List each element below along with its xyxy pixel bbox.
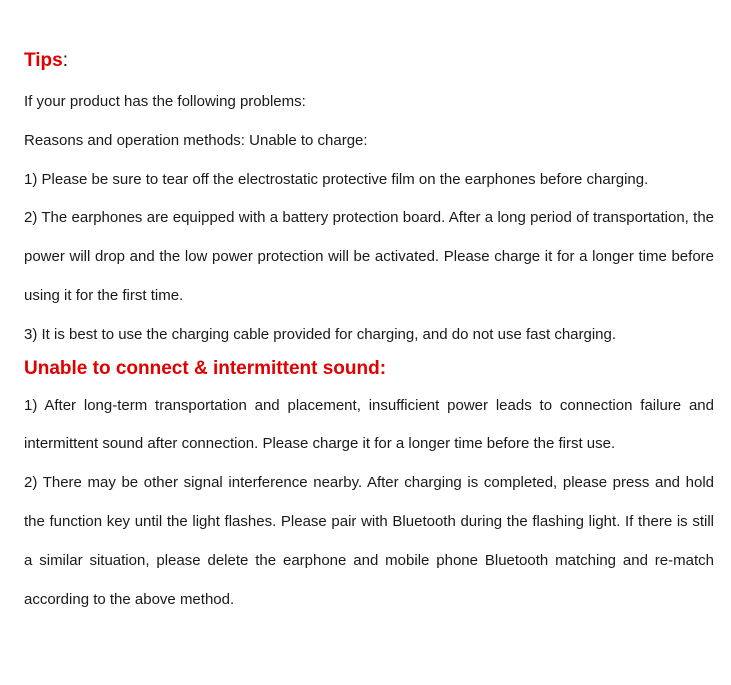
tips-heading bbox=[24, 47, 714, 75]
tips-heading-text: Tips bbox=[24, 50, 63, 71]
instruction-document bbox=[24, 44, 714, 619]
tips-intro: If your product has the following problems: bbox=[24, 93, 306, 110]
tips-item-3: 3) It is best to use the charging cable provided for charging, and do not use fast charging. bbox=[24, 325, 617, 343]
tips-item-1: 1) Please be sure to tear off the electrostatic protective film on the earphones before charging. bbox=[24, 170, 649, 188]
connect-item-1: 1) After long-term transportation and placement, insufficient power leads to connection failure and intermittent sound after connection. Please charge it for a longer time before the first use. bbox=[24, 396, 714, 453]
tips-item-2: 2) The earphones are equipped with a battery protection board. After a long period of transportation, the power will drop and the low power protection will be activated. Please charge it for a longer time before using it for the first time. bbox=[24, 209, 714, 304]
connect-heading: Unable to connect & intermittent sound: bbox=[24, 357, 387, 379]
tips-heading-colon: : bbox=[62, 50, 68, 71]
tips-reasons-line: Reasons and operation methods: Unable to charge: bbox=[24, 131, 368, 149]
connect-item-2: 2) There may be other signal interference nearby. After charging is completed, please press and hold the function key until the light flashes. Please pair with Bluetooth during the flashing light. If there is still a similar situation, please delete the earphone and mobile phone Bluetooth matching and re-match according to the above method. bbox=[24, 474, 714, 608]
